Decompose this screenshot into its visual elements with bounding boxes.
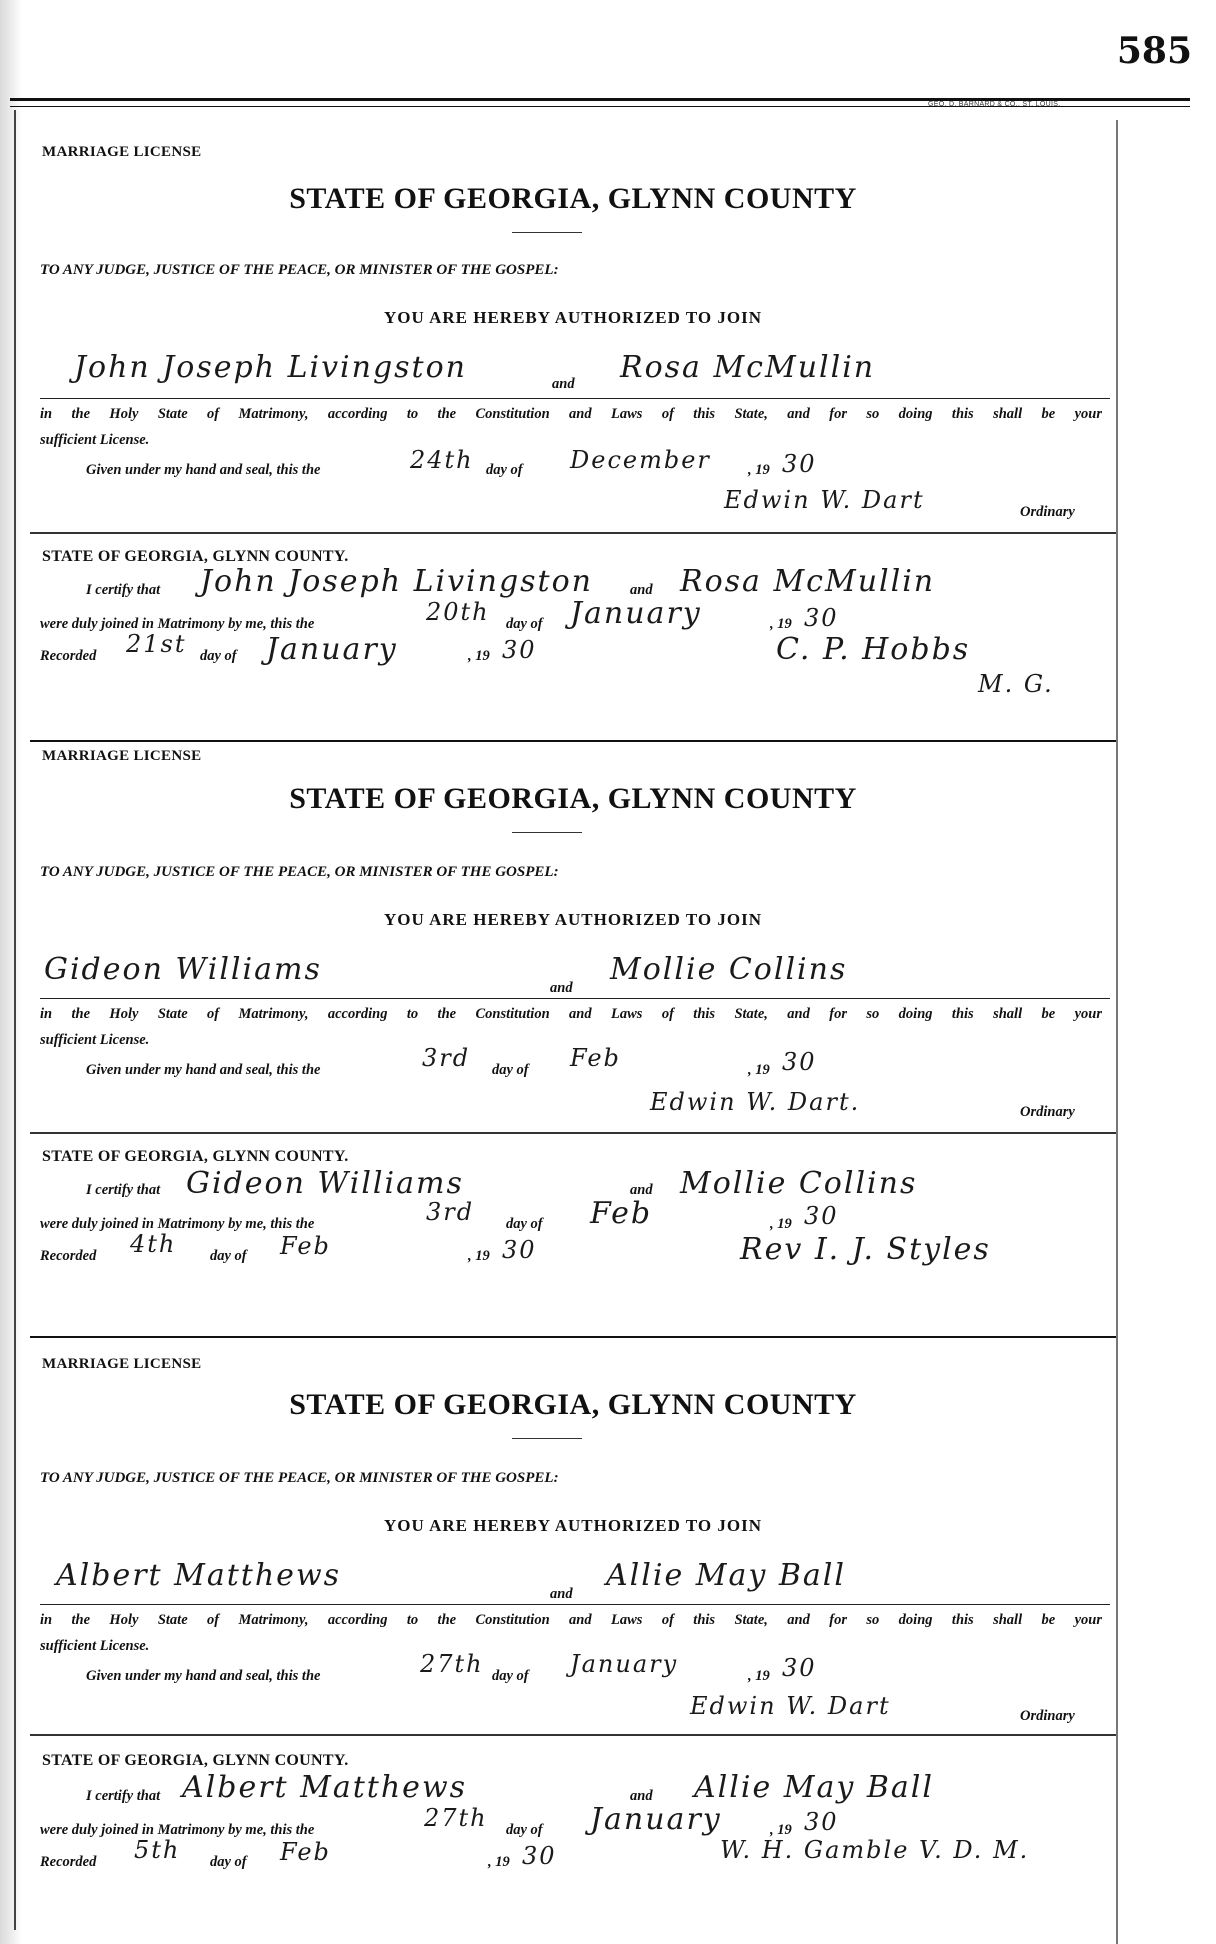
certificate-heading: STATE OF GEORGIA, GLYNN COUNTY. [42,1148,349,1165]
married-year: 30 [804,604,839,632]
license-month: Feb [570,1044,621,1072]
day-of-label: day of [492,1062,529,1078]
given-under-label: Given under my hand and seal, this the [86,1062,321,1078]
recorded-month: Feb [280,1232,331,1260]
license-heading: MARRIAGE LICENSE [42,748,202,764]
license-day: 3rd [422,1044,471,1072]
duly-joined-label: were duly joined in Matrimony by me, this the [40,1822,315,1838]
sufficient-license: sufficient License. [40,1032,150,1048]
license-day: 27th [420,1650,484,1678]
recorded-month: Feb [280,1838,331,1866]
day-of-label: day of [506,616,543,632]
recorded-label: Recorded [40,648,97,664]
officiant-signature: W. H. Gamble V. D. M. [720,1836,1030,1864]
section-divider [30,1132,1116,1134]
bride-name: Mollie Collins [610,952,848,987]
to-any-judge: TO ANY JUDGE, JUSTICE OF THE PEACE, OR MINISTER OF THE GOSPEL: [40,1470,559,1486]
marriage-record-1 [30,120,1116,740]
certificate-heading: STATE OF GEORGIA, GLYNN COUNTY. [42,548,349,565]
license-year: 30 [782,1048,817,1076]
married-month: Feb [590,1196,653,1231]
recorded-year: 30 [502,1236,537,1264]
and-label: and [630,582,653,598]
i-certify-label: I certify that [86,1182,161,1198]
year-prefix: , 19 [468,1248,490,1264]
recorded-year: 30 [522,1842,557,1870]
year-prefix: , 19 [770,616,792,632]
year-prefix: , 19 [748,462,770,478]
married-day: 3rd [426,1198,475,1226]
license-month: January [570,1650,679,1678]
certificate-groom: Gideon Williams [186,1166,464,1201]
certificate-bride: Rosa McMullin [680,564,936,599]
married-year: 30 [804,1202,839,1230]
and-label: and [550,1586,573,1602]
ordinary-signature: Edwin W. Dart [724,486,925,514]
year-prefix: , 19 [748,1668,770,1684]
printer-credit: GEO. D. BARNARD & CO., ST. LOUIS. [928,101,1061,108]
year-prefix: , 19 [488,1854,510,1870]
authorized-to-join: YOU ARE HEREBY AUTHORIZED TO JOIN [384,910,762,929]
authorized-to-join: YOU ARE HEREBY AUTHORIZED TO JOIN [384,308,762,327]
authorized-to-join: YOU ARE HEREBY AUTHORIZED TO JOIN [384,1516,762,1535]
married-month: January [570,596,702,631]
section-divider [30,532,1116,534]
form-title: STATE OF GEORGIA, GLYNN COUNTY [289,782,857,815]
duly-joined-label: were duly joined in Matrimony by me, this the [40,1216,315,1232]
certificate-bride: Mollie Collins [680,1166,918,1201]
year-prefix: , 19 [468,648,490,664]
ordinary-label: Ordinary [1020,1708,1075,1724]
ordinary-signature: Edwin W. Dart. [650,1088,861,1116]
given-under-label: Given under my hand and seal, this the [86,1668,321,1684]
given-under-label: Given under my hand and seal, this the [86,462,321,478]
married-day: 20th [426,598,490,626]
names-line [40,998,1110,999]
right-margin-line [1116,120,1118,1944]
page-number: 585 [1116,30,1192,72]
holy-state-text: in the Holy State of Matrimony, according to the Constitution and Laws of this State, and for so doing this shall be your [40,1006,1102,1022]
page-edge-shadow [0,0,22,1944]
license-year: 30 [782,450,817,478]
title-divider [512,1438,582,1439]
day-of-label: day of [210,1248,247,1264]
day-of-label: day of [210,1854,247,1870]
recorded-day: 5th [134,1836,181,1864]
license-month: December [570,446,711,474]
groom-name: Albert Matthews [56,1558,342,1593]
i-certify-label: I certify that [86,1788,161,1804]
officiant-signature: C. P. Hobbs [776,632,971,667]
page-binding-line [14,110,16,1930]
to-any-judge: TO ANY JUDGE, JUSTICE OF THE PEACE, OR MINISTER OF THE GOSPEL: [40,262,559,278]
married-day: 27th [424,1804,488,1832]
and-label: and [552,376,575,392]
title-divider [512,232,582,233]
recorded-day: 21st [126,630,187,658]
recorded-label: Recorded [40,1248,97,1264]
certificate-groom: John Joseph Livingston [200,564,593,599]
sufficient-license: sufficient License. [40,432,150,448]
married-month: January [590,1802,722,1837]
groom-name: John Joseph Livingston [74,350,467,385]
certificate-heading: STATE OF GEORGIA, GLYNN COUNTY. [42,1752,349,1769]
names-line [40,398,1110,399]
form-title: STATE OF GEORGIA, GLYNN COUNTY [289,1388,857,1421]
recorded-label: Recorded [40,1854,97,1870]
certificate-bride: Allie May Ball [694,1770,934,1805]
marriage-record-3 [30,1334,1116,1934]
holy-state-text: in the Holy State of Matrimony, according to the Constitution and Laws of this State, and for so doing this shall be your [40,406,1102,422]
ordinary-label: Ordinary [1020,504,1075,520]
holy-state-text: in the Holy State of Matrimony, according to the Constitution and Laws of this State, and for so doing this shall be your [40,1612,1102,1628]
officiant-title: M. G. [978,670,1054,698]
i-certify-label: I certify that [86,582,161,598]
bride-name: Allie May Ball [606,1558,846,1593]
and-label: and [550,980,573,996]
form-title: STATE OF GEORGIA, GLYNN COUNTY [289,182,857,215]
day-of-label: day of [486,462,523,478]
recorded-year: 30 [502,636,537,664]
license-year: 30 [782,1654,817,1682]
bride-name: Rosa McMullin [620,350,876,385]
section-divider [30,1734,1116,1736]
year-prefix: , 19 [748,1062,770,1078]
day-of-label: day of [506,1216,543,1232]
groom-name: Gideon Williams [44,952,322,987]
officiant-signature: Rev I. J. Styles [740,1232,991,1267]
and-label: and [630,1182,653,1198]
names-line [40,1604,1110,1605]
married-year: 30 [804,1808,839,1836]
duly-joined-label: were duly joined in Matrimony by me, this the [40,616,315,632]
day-of-label: day of [506,1822,543,1838]
license-day: 24th [410,446,474,474]
recorded-day: 4th [130,1230,177,1258]
ordinary-signature: Edwin W. Dart [690,1692,891,1720]
recorded-month: January [266,632,398,667]
year-prefix: , 19 [770,1216,792,1232]
day-of-label: day of [200,648,237,664]
and-label: and [630,1788,653,1804]
sufficient-license: sufficient License. [40,1638,150,1654]
ordinary-label: Ordinary [1020,1104,1075,1120]
to-any-judge: TO ANY JUDGE, JUSTICE OF THE PEACE, OR MINISTER OF THE GOSPEL: [40,864,559,880]
license-heading: MARRIAGE LICENSE [42,1356,202,1372]
title-divider [512,832,582,833]
certificate-groom: Albert Matthews [182,1770,468,1805]
marriage-record-2 [30,726,1116,1336]
day-of-label: day of [492,1668,529,1684]
year-prefix: , 19 [770,1822,792,1838]
license-heading: MARRIAGE LICENSE [42,144,202,160]
